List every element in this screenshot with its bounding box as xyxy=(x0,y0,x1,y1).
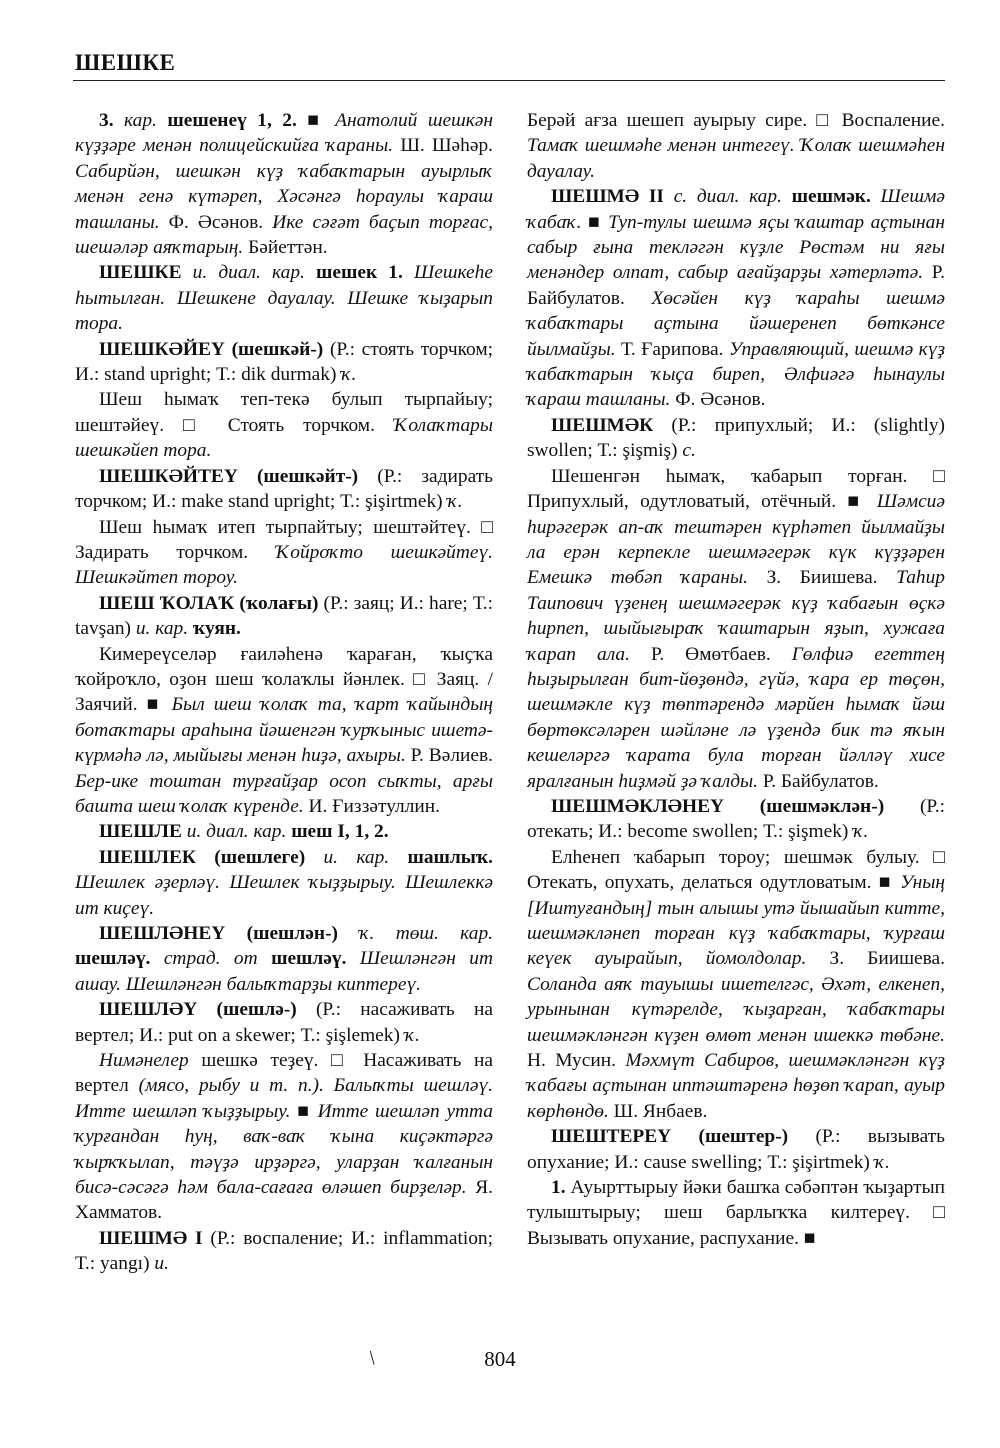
entry-text: Р. Өмөтбаев. xyxy=(629,643,792,665)
entry-italic-text: Соланда аяҡ тауышы ишетелгәс, Әхәт, елкенеп, урынынан күтәрелде, ҡыҙарған, ҡабаҡтары шешмәкләнгән күҙен өмөт менән ишеккә төбәне. xyxy=(527,973,945,1046)
entry-paragraph xyxy=(527,845,945,1124)
entry-italic-text: Ҡойроҡто шешкәйтеү. Шешкәйтеп тороу. xyxy=(75,541,493,589)
entry-bold-text: шешләү. xyxy=(75,948,164,970)
entry-bold-text: 3. xyxy=(99,110,125,131)
entry-text: Кимереүселәр ғаиләһенә ҡараған, ҡыҫҡа ҡойроҡло, оҙон шеш ҡолаҡлы йәнлек. □ Заяц. / Заячий. ■ xyxy=(75,643,493,716)
entry-paragraph xyxy=(75,591,493,642)
entry-italic-text: Тамаҡ шешмәһе менән интегеү. Ҡолаҡ шешмәһен дауалау. xyxy=(527,135,945,182)
entry-italic-text: Шәмсиә һирәгерәк ап-аҡ тештәрен күрһәтеп йылмайҙы ла ерән керпекле шешмәгерәк күк күҙҙәрен Емешкә төбәп ҡараны. xyxy=(527,491,945,589)
entry-text: Ш. Янбаев. xyxy=(608,1100,708,1122)
entry-italic-text: Шешмә ҡабаҡ. xyxy=(527,186,945,233)
entry-paragraph xyxy=(75,108,493,260)
entry-paragraph xyxy=(75,1226,493,1277)
header-rule xyxy=(73,80,945,81)
entry-italic-text: Ике сәғәт баҫып торғас, шешәләр аяҡтарың. xyxy=(75,211,493,259)
entry-text: Шеш һымаҡ теп-текә булып тырпайыу; шештәйеү. □ Стоять торчком. xyxy=(75,389,493,436)
entry-italic-text: Таһир Таипович үҙенең шешмәгерәк күҙ ҡабағын өҫкә һирпеп, шыйығыраҡ ҡаштарын яҙып, хужаға ҡарап ала. xyxy=(527,567,946,665)
entry-text: (Р.: припухлый; И.: (slightly) swollen; Т.: şişmiş) xyxy=(527,414,945,462)
entry-bold-text: ШЕШКӘЙТЕҮ (шешкәйт-) xyxy=(99,465,378,487)
entry-bold-text: ШЕШЛЕ xyxy=(99,821,187,843)
entry-italic-text: Был шеш ҡолаҡ та, ҡарт ҡайындың ботаҡтары араһына йәшенгән ҡурҡыныс ишетә-күрмәһә лә, мыйығы менән һиҙә, ахыры. xyxy=(75,694,493,767)
entry-italic-text: Шешлек әҙерләү. Шешлек ҡыҙҙырыу. Шешлеккә ит киҫеү. xyxy=(75,872,493,919)
entry-text: Шеш һымаҡ итеп тырпайтыу; шештәйтеү. □ Задирать торчком. xyxy=(75,516,493,563)
entry-text: (Р.: вызывать опухание; И.: cause swelling; Т.: şişirtmek) xyxy=(527,1126,945,1173)
entry-italic-text: Туп-тулы шешмә яҫы ҡаштар аҫтынан сабыр ғына текләгән күҙле Рөстәм ни яғы менәндер олпат, сабыр ағайҙарҙы хәтерләтә. xyxy=(527,211,945,284)
entry-italic-text: ҡ. xyxy=(853,821,869,843)
entry-text: Елһенеп ҡабарып тороу; шешмәк булыу. □ Отекать, опухать, делаться одутловатым. ■ xyxy=(527,846,945,894)
entry-text: Шешенгән һымаҡ, ҡабарып торған. □ Припухлый, одутловатый, отёчный. ■ xyxy=(527,465,945,513)
entry-bold-text: шешенеү xyxy=(167,110,258,131)
entry-text: Р. Байбулатов. xyxy=(527,262,945,309)
entry-paragraph xyxy=(527,464,945,794)
entry-bold-text: ■ xyxy=(290,1100,318,1122)
entry-paragraph xyxy=(75,819,493,844)
entry-bold-text: ҡуян. xyxy=(192,618,241,640)
entry-bold-text: 1, 2. ■ xyxy=(257,110,336,131)
entry-bold-text: ШЕШТЕРЕҮ (шештер-) xyxy=(551,1126,816,1148)
entry-text: Берәй ағза шешеп ауырыу сире. □ Воспаление. xyxy=(527,110,945,131)
entry-paragraph xyxy=(527,108,945,184)
entry-italic-text: Мәхмүт Сабиров, шешмәкләнгән күҙ ҡабағы аҫтынан иптәштәренә һөҙөп ҡарап, ауыр көрһөндө. xyxy=(527,1050,945,1122)
entry-italic-text: ҡ. xyxy=(341,364,357,386)
entry-italic-text: Итте шешләп утта ҡурғандан һуң, ваҡ-ваҡ ҡына киҫәктәргә ҡырҡҡылап, тәүҙә ирҙәргә, уларҙан ҡалғанын бисә-сәсәгә һәм бала-сағаға өләшеп бирҙеләр. xyxy=(75,1100,493,1199)
entry-italic-text: Ҡолаҡтары шешкәйеп тора. xyxy=(75,414,493,462)
entry-text: Ф. Әсәнов. xyxy=(670,389,766,411)
entry-text: Бәйеттән. xyxy=(243,237,328,259)
entry-paragraph xyxy=(75,845,493,921)
page-number: 804 xyxy=(484,1347,516,1371)
entry-text: З. Биишева. xyxy=(806,948,945,970)
entry-bold-text: ШЕШМӘКЛӘНЕҮ (шешмәклән-) xyxy=(551,795,920,817)
entry-bold-text: 1. xyxy=(551,1177,571,1199)
entry-bold-text: шешмәк. xyxy=(791,186,881,208)
entry-italic-text: Шешкеһе һытылған. Шешкене дауалау. Шешке ҡыҙарып тора. xyxy=(75,262,493,335)
entry-italic-text: с. xyxy=(682,440,696,462)
entry-paragraph xyxy=(75,1048,493,1226)
entry-paragraph xyxy=(75,260,493,336)
entry-italic-text: и. кар. xyxy=(323,846,408,868)
entry-text: Р. Байбулатов. xyxy=(758,770,879,792)
entry-italic-text: с. диал. кар. xyxy=(673,186,792,208)
entry-paragraph xyxy=(75,337,493,388)
entry-paragraph xyxy=(527,1124,945,1175)
entry-bold-text: ШЕШМӘ II xyxy=(551,186,674,208)
right-column xyxy=(527,108,945,1251)
entry-bold-text: шашлыҡ. xyxy=(407,846,493,868)
running-head: ШЕШКЕ xyxy=(75,50,176,75)
entry-italic-text: Нимәнелер xyxy=(99,1050,202,1072)
entry-text: Р. Вәлиев. xyxy=(405,745,493,767)
entry-italic-text: Анатолий шешкән күҙҙәре менән полицейскийға ҡараны. xyxy=(75,110,494,157)
entry-text: И. Ғиззәтуллин. xyxy=(303,795,440,817)
entry-text: шешкә теҙеү. □ Насаживать на вертел xyxy=(75,1050,493,1097)
entry-bold-text: ШЕШКӘЙЕҮ (шешкәй-) xyxy=(99,338,330,360)
entry-paragraph xyxy=(75,515,493,591)
entry-italic-text: и. диал. кар. xyxy=(192,262,317,284)
entry-italic-text: ҡ. төш. кар. xyxy=(359,923,494,944)
entry-text: (Р.: стоять торчком; И.: stand upright; Т.: dik durmak) xyxy=(75,338,494,386)
entry-paragraph xyxy=(527,1175,945,1251)
entry-paragraph xyxy=(75,997,493,1048)
entry-italic-text: страд. от xyxy=(163,948,272,970)
entry-italic-text: Гөлфиә егеттең һыҙырылған бит-йөҙөндә, гүйә, ҡара ер төҫөн, шешмәкле күҙ төптәрендә мәрйен һымаҡ йәш бөртөксәләрен шәйләне лә үҙендә бик тә яҡын кешеләргә ҡарата була торған йәлләү хисе яралғанын һиҙмәй ҙә ҡалды. xyxy=(527,643,945,792)
entry-italic-text: Бер-ике тоштан турғайҙар осоп сыҡты, арғы башта шеш ҡолаҡ күренде. xyxy=(75,770,493,817)
entry-italic-text: и. xyxy=(154,1253,169,1275)
entry-text: Т. Ғарипова. xyxy=(615,338,729,360)
entry-text: Ш. Шәһәр. xyxy=(393,135,493,157)
entry-italic-text: ҡ. xyxy=(447,491,463,513)
entry-italic-text: кар. xyxy=(124,110,168,131)
entry-text: (Р.: заяц; И.: hare; Т.: tavşan) xyxy=(75,592,493,640)
entry-text: Ауырттырыу йәки башҡа сәбәптән ҡыҙартып тулыштырыу; шеш барлыҡҡа килтереү. □ Вызывать опухание, распухание. ■ xyxy=(527,1177,945,1249)
entry-italic-text: ҡ. xyxy=(404,1024,420,1046)
entry-text: Я. Хамматов. xyxy=(75,1177,493,1224)
entry-paragraph xyxy=(75,387,493,463)
entry-italic-text: Шешләнгән ит ашау. Шешләнгән балыҡтарҙы киптереү. xyxy=(75,948,493,995)
entry-text: (Р.: насаживать на вертел; И.: put on a skewer; Т.: şişlemek) xyxy=(75,999,493,1046)
entry-paragraph xyxy=(527,794,945,845)
entry-text: (Р.: воспаление; И.: inflammation; Т.: yangı) xyxy=(75,1227,493,1275)
entry-bold-text: ШЕШКЕ xyxy=(99,262,193,284)
entry-italic-text: Сабирйән, шешкән күҙ ҡабаҡтарын ауырлыҡ менән генә күтәреп, Хәсәнгә һораулы ҡараш ташланы. xyxy=(75,160,493,233)
entry-text: (Р.: задирать торчком; И.: make stand upright; Т.: şişirtmek) xyxy=(75,465,493,513)
entry-bold-text: ■ xyxy=(581,211,609,233)
entry-bold-text: шеш I, 1, 2. xyxy=(291,821,389,843)
entry-bold-text: ШЕШЛӘҮ (шешлә-) xyxy=(99,999,316,1021)
entry-italic-text: и. кар. xyxy=(135,618,193,640)
entry-paragraph xyxy=(527,413,945,464)
entry-paragraph xyxy=(75,464,493,515)
entry-italic-text: (мясо, рыбу и т. п.). Балыҡты шешләү. Итте шешләп ҡыҙҙырыу. xyxy=(75,1075,493,1122)
left-column xyxy=(75,108,493,1277)
entry-bold-text: ШЕШ ҠОЛАҠ (ҡолағы) xyxy=(99,592,324,614)
entry-italic-text: Управляющий, шешмә күҙ ҡабаҡтарын ҡыҫа биреп, Әлфиәгә һынаулы ҡараш ташланы. xyxy=(527,338,946,411)
entry-text: З. Биишева. xyxy=(748,567,897,589)
entry-text: (Р.: отекать; И.: become swollen; Т.: şişmek) xyxy=(527,795,945,843)
entry-italic-text: Уның [Иштуғандың] тын алышы утә йышайып китте, шешмәкләнеп торған күҙ ҡабаҡтары, ҡурғаш кеүек ауырайып, йомолдолар. xyxy=(527,872,945,970)
entry-paragraph xyxy=(527,184,945,413)
entry-italic-text: и. диал. кар. xyxy=(186,821,292,843)
entry-bold-text: ШЕШЛЕК (шешлеге) xyxy=(99,846,324,868)
entry-italic-text: Хөсәйен күҙ ҡараһы шешмә ҡабаҡтары аҫтына йәшеренеп бөткәнсе йылмайҙы. xyxy=(527,287,945,360)
stray-mark: / xyxy=(363,1347,382,1369)
entry-bold-text: шешләү. xyxy=(271,948,360,970)
entry-text: Ф. Әсәнов. xyxy=(159,211,273,233)
entry-paragraph xyxy=(75,921,493,997)
entry-bold-text: ШЕШЛӘНЕҮ (шешлән-) xyxy=(99,923,360,944)
entry-paragraph xyxy=(75,642,493,820)
entry-bold-text: ШЕШМӘ I xyxy=(99,1227,211,1249)
entry-bold-text: шешек 1. xyxy=(316,262,414,284)
entry-bold-text: ШЕШМӘК xyxy=(551,414,672,436)
entry-italic-text: ҡ. xyxy=(874,1151,890,1173)
entry-text: Н. Мусин. xyxy=(527,1050,626,1072)
